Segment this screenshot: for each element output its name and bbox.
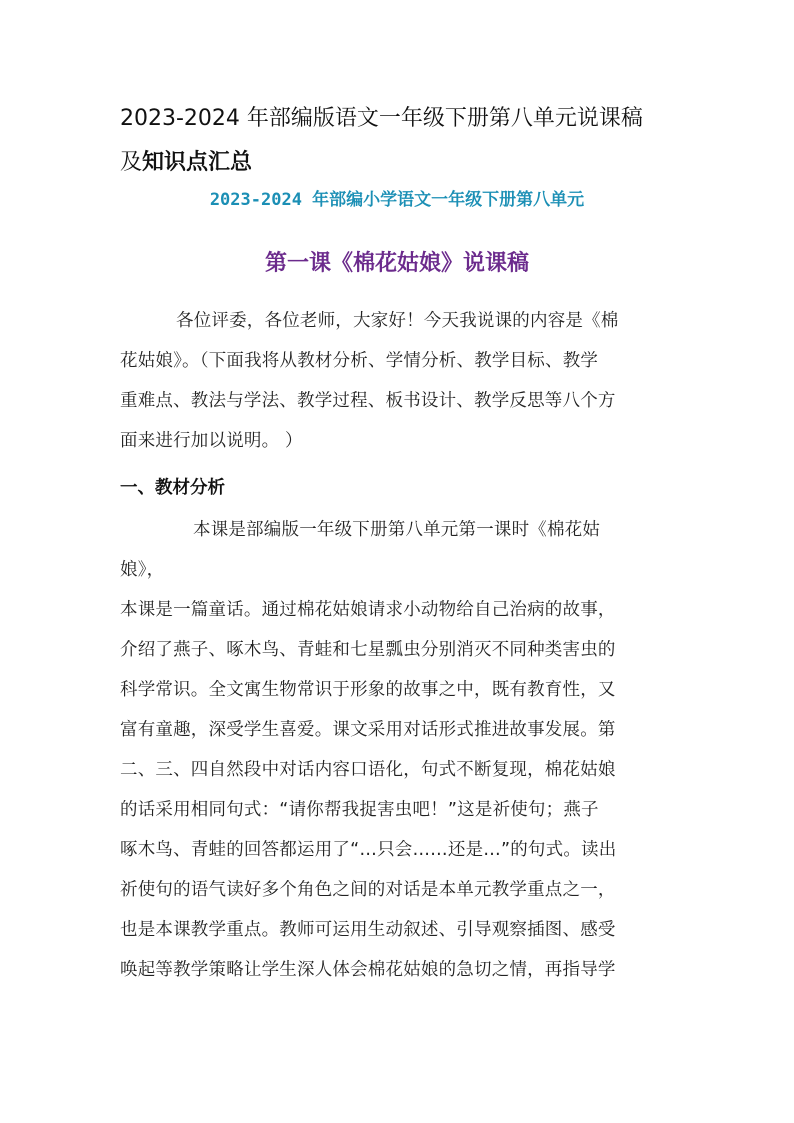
section1-line: 二、三、四自然段中对话内容口语化，句式不断复现，棉花姑娘: [120, 760, 616, 780]
section1-line: 本课是一篇童话。通过棉花姑娘请求小动物给自己治病的故事，: [120, 600, 616, 620]
intro-line: 面来进行加以说明。 ）: [120, 431, 303, 451]
section1-line: 科学常识。全文寓生物常识于形象的故事之中，既有教育性，又: [120, 680, 616, 700]
lesson-title: 第一课《棉花姑娘》说课稿: [264, 251, 529, 276]
section1-line: 祈使句的语气读好多个角色之间的对话是本单元教学重点之一，: [120, 880, 616, 900]
section1-line: 啄木鸟、青蛙的回答都运用了“…只会……还是…”的句式。读出: [120, 840, 617, 860]
document-title-bold: 知识点汇总: [142, 150, 253, 175]
document-title-line2: [120, 141, 680, 185]
section1-line: 的话采用相同句式：“请你帮我捉害虫吧！”这是祈使句；燕子: [120, 800, 599, 820]
intro-line: 重难点、教法与学法、教学过程、板书设计、教学反思等八个方: [120, 391, 616, 411]
section1-line: 也是本课教学重点。教师可运用生动叙述、引导观察插图、感受: [120, 920, 616, 940]
section1-line: 本课是部编版一年级下册第八单元第一课时《棉花姑: [193, 520, 601, 540]
section1-line: 介绍了燕子、啄木鸟、青蛙和七星瓢虫分别消灭不同种类害虫的: [120, 640, 616, 660]
intro-line: 各位评委，各位老师，大家好！今天我说课的内容是《棉: [176, 311, 619, 331]
section1-line: 富有童趣，深受学生喜爱。课文采用对话形式推进故事发展。第: [120, 720, 616, 740]
section1-line: 娘》，: [120, 560, 165, 580]
section1-line: 唤起等教学策略让学生深人体会棉花姑娘的急切之情，再指导学: [120, 960, 616, 980]
document-title-line1: [120, 97, 680, 141]
section-heading-textbook-analysis: 一、教材分析: [120, 478, 225, 498]
document-title-text: 2023-2024 年部编版语文一年级下册第八单元说课稿: [120, 106, 643, 131]
document-subtitle: 2023-2024 年部编小学语文一年级下册第八单元: [209, 190, 585, 210]
document-title-prefix: 及: [120, 150, 143, 175]
intro-line: 花姑娘》。（下面我将从教材分析、学情分析、教学目标、教学: [120, 351, 599, 371]
